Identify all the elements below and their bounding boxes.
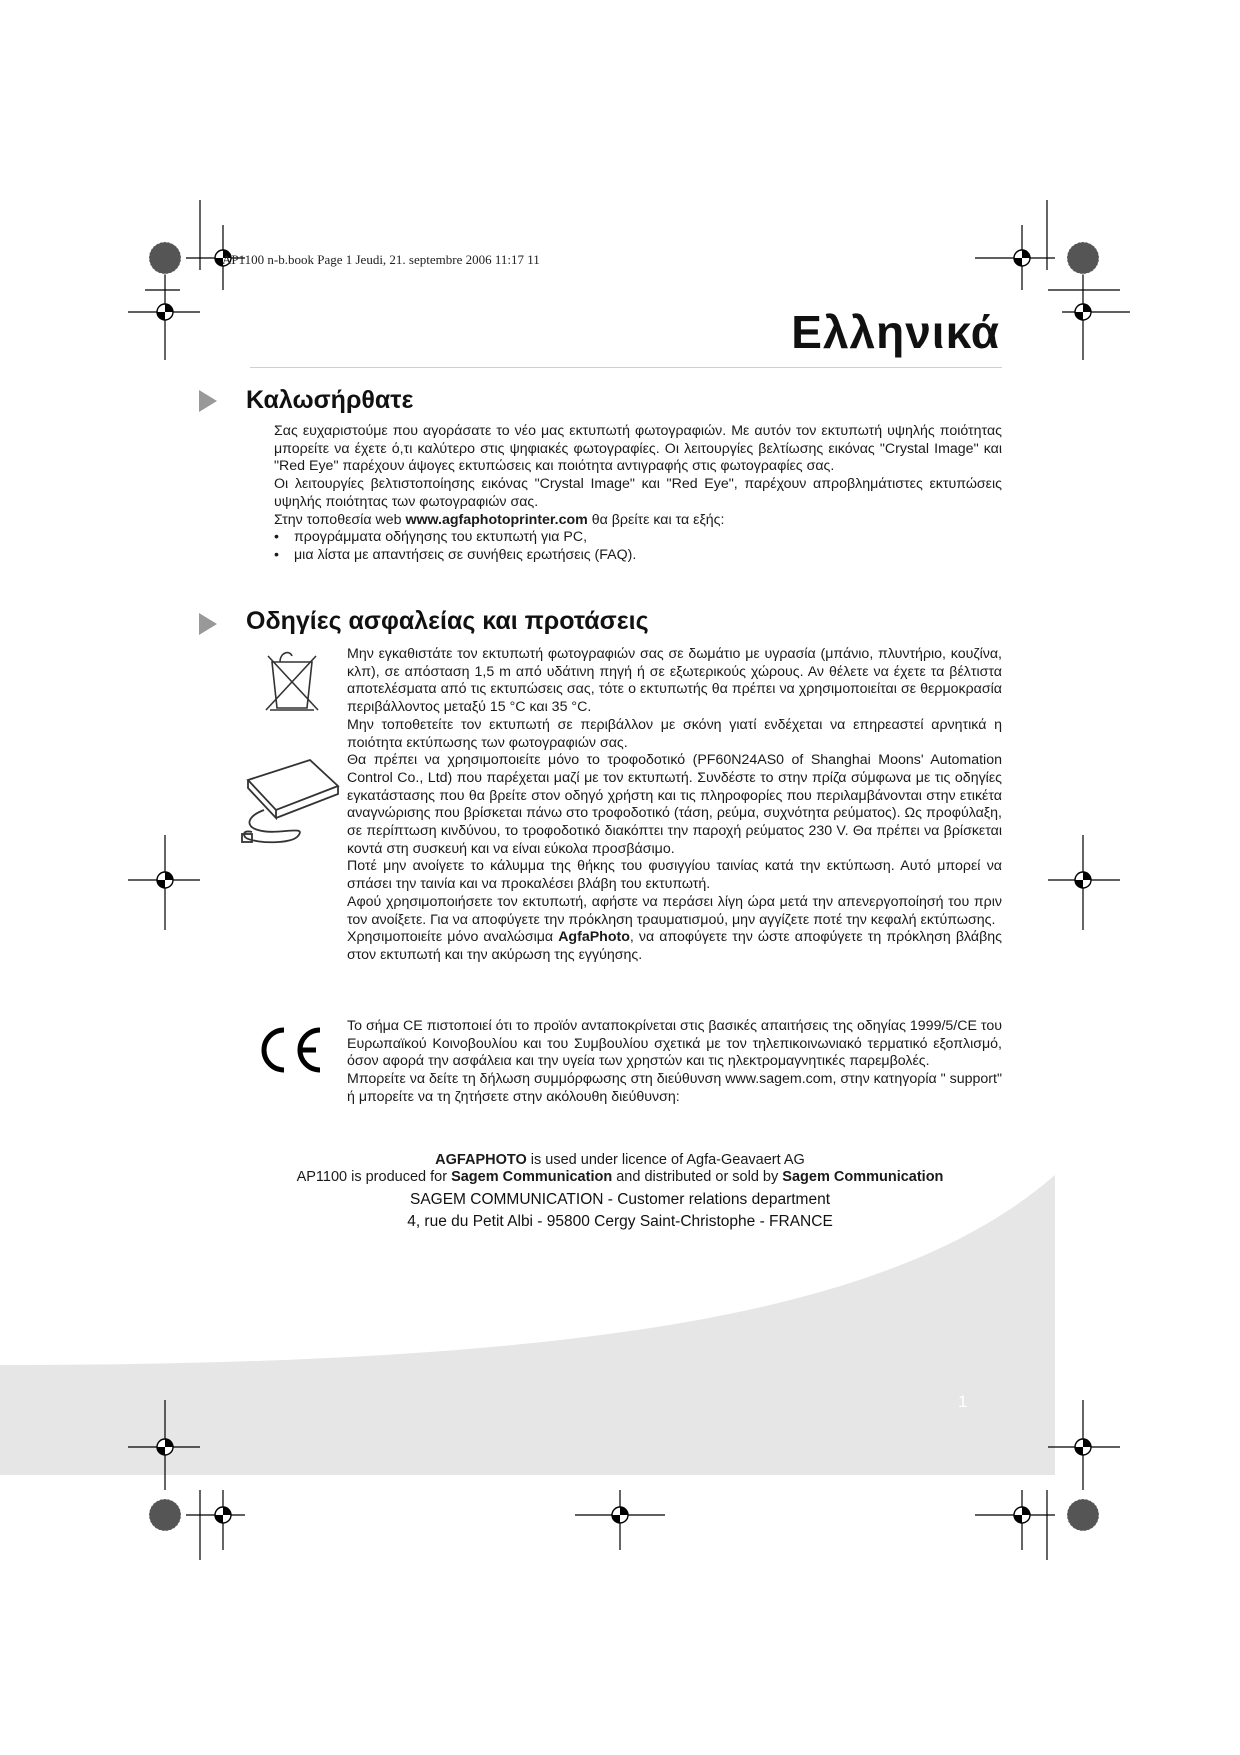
ce-text: [347, 1018, 1002, 1107]
safety-paragraph-6: Χρησιμοποιείτε μόνο αναλώσιμα AgfaPhoto, να αποφύγετε την ώστε αποφύγετε τη πρόκληση βλάβης στον εκτυπωτή και την ακύρωση της εγγύησης.: [347, 929, 1002, 963]
welcome-paragraph-1: Σας ευχαριστούμε που αγοράσατε το νέο μας εκτυπωτή φωτογραφιών. Με αυτόν τον εκτυπωτή υψηλής ποιότητας μπορείτε να έχετε ό,τι καλύτερο στις ψηφιακές φωτογραφίες. Οι λειτουργίες βελτίωσης εικόνας "Crystal Image" και "Red Eye" παρέχουν άψογες εκτυπώσεις και ποιότητα αντιγραφής στις φωτογραφίες σας.: [274, 423, 1002, 475]
safety-paragraph-5: Αφού χρησιμοποιήσετε τον εκτυπωτή, αφήστε να περάσει λίγη ώρα μετά την απενεργοποίησή του πριν τον ανοίξετε. Για να αποφύγετε την πρόκληση τραυματισμού, μην αγγίζετε ποτέ την κεφαλή εκτύπωσης.: [347, 893, 1002, 928]
power-adapter-icon: [238, 752, 348, 848]
ce-paragraph-2: Μπορείτε να δείτε τη δήλωση συμμόρφωσης στη διεύθυνση www.sagem.com, στην κατηγορία " support" ή μπορείτε να τη ζητήσετε στην ακόλουθη διεύθυνση:: [347, 1071, 1002, 1105]
safety-paragraph-4: Ποτέ μην ανοίγετε το κάλυμμα της θήκης του φυσιγγίου ταινίας κατά την εκτύπωση. Αυτό μπορεί να σπάσει την ταινία και να προκαλέσει βλάβη του εκτυπωτή.: [347, 858, 1002, 893]
page-number: 1: [958, 1392, 968, 1411]
welcome-text: [274, 423, 1002, 565]
address-line-1: SAGEM COMMUNICATION - Customer relations department: [409, 1191, 831, 1208]
welcome-paragraph-2: Οι λειτουργίες βελτιστοποίησης εικόνας "Crystal Image" και "Red Eye", παρέχουν απροβλημάτιστες εκτυπώσεις υψηλής ποιότητας των φωτογραφιών σας.: [274, 476, 1002, 510]
producer-line: AP1100 is produced for Sagem Communication and distributed or sold by Sagem Communication: [296, 1169, 944, 1185]
list-item: • προγράμματα οδήγησης του εκτυπωτή για PC,: [274, 529, 1002, 547]
address-line-2: 4, rue du Petit Albi - 95800 Cergy Saint-Christophe - FRANCE: [407, 1213, 833, 1230]
no-wet-environment-icon: [262, 648, 322, 714]
welcome-paragraph-3: Στην τοποθεσία web www.agfaphotoprinter.com θα βρείτε και τα εξής:: [274, 511, 725, 528]
header-slug: AP1100 n-b.book Page 1 Jeudi, 21. septembre 2006 11:17 11: [222, 252, 540, 267]
safety-paragraph-1: Μην εγκαθιστάτε τον εκτυπωτή φωτογραφιών σας σε δωμάτιο με υγρασία (μπάνιο, πλυντήριο, κουζίνα, κλπ), σε απόσταση 1,5 m από υδάτινη πηγή ή σε εξωτερικούς χώρους. Αν θέλετε να έχετε τα βέλτιστα αποτελέσματα από τις εκτυπώσεις σας, τότε ο εκτυπωτής θα πρέπει να χρησιμοποιείται σε θερμοκρασία περιβάλλοντος μεταξύ 15 °C και 35 °C.: [347, 646, 1002, 716]
section-arrow-icon: [199, 390, 217, 412]
welcome-heading: Καλωσήρθατε: [246, 386, 414, 414]
list-item: • μια λίστα με απαντήσεις σε συνήθεις ερωτήσεις (FAQ).: [274, 547, 1002, 565]
safety-paragraph-2: Μην τοποθετείτε τον εκτυπωτή σε περιβάλλον με σκόνη γιατί ενδέχεται να επηρεαστεί αρνητικά η ποιότητα εκτύπωσης των φωτογραφιών σας.: [347, 716, 1002, 751]
safety-text: [347, 646, 1002, 965]
section-arrow-icon: [199, 613, 217, 635]
safety-heading: Οδηγίες ασφαλείας και προτάσεις: [246, 607, 649, 635]
title-divider: [250, 367, 1002, 368]
ce-mark-icon: [252, 1024, 324, 1076]
licence-line: AGFAPHOTO is used under licence of Agfa-Geavaert AG: [435, 1152, 805, 1168]
page-title: Ελληνικά: [791, 306, 1000, 358]
website-link[interactable]: www.agfaphotoprinter.com: [405, 511, 588, 528]
ce-paragraph-1: Το σήμα CE πιστοποιεί ότι το προϊόν ανταποκρίνεται στις βασικές απαιτήσεις της οδηγίας 1999/5/CE του Ευρωπαϊκού Κοινοβουλίου και του Συμβουλίου σχετικά με τον τηλεπικοινωνιακό τερματικό εξοπλισμό, όσον αφορά την ασφάλεια και την υγεία των χρηστών και τις ηλεκτρομαγνητικές παρεμβολές.: [347, 1018, 1002, 1070]
safety-paragraph-3: Θα πρέπει να χρησιμοποιείτε μόνο το τροφοδοτικό (PF60N24AS0 of Shanghai Moons' Automation Control Co., Ltd) που παρέχεται μαζί με τον εκτυπωτή. Συνδέστε το στην πρίζα σύμφωνα με τις οδηγίες εγκατάστασης που θα βρείτε στον οδηγό χρήστη και τις πληροφορίες που περιλαμβάνονται στην ετικέτα αναγνώρισης που βρίσκεται πάνω στο τροφοδοτικό (τάση, ρεύμα, συχνότητα ρεύματος). Ως προφύλαξη, σε περίπτωση κινδύνου, το τροφοδοτικό διακόπτει την παροχή ρεύματος 230 V. Θα πρέπει να βρίσκεται κοντά στη συσκευή και να είναι εύκολα προσβάσιμο.: [347, 752, 1002, 857]
welcome-bullet-list: [274, 529, 1002, 564]
